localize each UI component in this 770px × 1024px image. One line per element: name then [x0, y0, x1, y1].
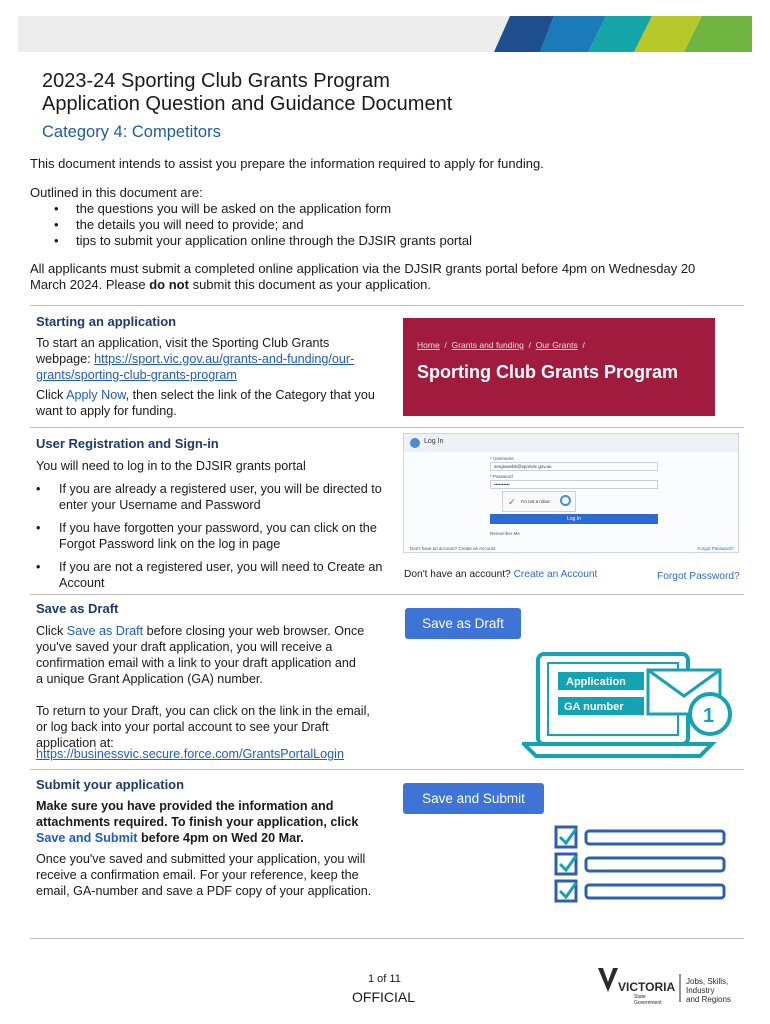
illus-number: 1 [703, 705, 715, 727]
submit-heading: Submit your application [36, 777, 185, 792]
submit-instructions [36, 798, 376, 846]
forgot-password-link: Forgot Password? [657, 571, 740, 582]
username-label: * Username [490, 456, 514, 461]
list-item: • tips to submit your application online through the DJSIR grants portal [52, 233, 472, 249]
banner-title: Sporting Club Grants Program [417, 362, 679, 382]
save-and-submit-button-image: Save and Submit [403, 783, 544, 814]
page-title [42, 70, 452, 116]
logo-victoria: VICTORIA [618, 980, 676, 994]
page-number: 1 of 11 [368, 973, 401, 985]
apply-now-text [36, 387, 386, 419]
draft-heading: Save as Draft [36, 601, 119, 616]
outline-list [52, 201, 472, 249]
login-header [404, 434, 738, 452]
victoria-government-logo [598, 964, 744, 1006]
divider [30, 769, 744, 770]
draft-text [36, 623, 366, 687]
draft-return-text: To return to your Draft, you can click on the link in the email, or log back into your portal account to see your Draft application at: [36, 704, 370, 750]
create-account-prompt: Don't have an account? [404, 569, 514, 580]
illus-application-label: Application [566, 676, 626, 688]
notice-emphasis: do not [149, 277, 189, 292]
save-as-draft-button-image: Save as Draft [405, 608, 521, 639]
password-field: •••••••••• [490, 480, 658, 489]
breadcrumb-sep: / [582, 340, 585, 350]
notice-text-end: submit this document as your application. [188, 277, 432, 292]
registration-intro: You will need to log in to the DJSIR grants portal [36, 459, 306, 473]
sporting-club-grants-link[interactable]: https://sport.vic.gov.au/grants-and-funding/our-grants/sporting-club-grants-program [36, 352, 355, 382]
checklist-illustration [554, 824, 726, 904]
submit-text-1: Make sure you have provided the information and attachments required. To finish your application, click [36, 799, 359, 829]
laptop-email-illustration [522, 648, 736, 760]
list-item: • If you are not a registered user, you will need to Create an Account [36, 559, 386, 591]
list-item: • If you have forgotten your password, you can click on the Forgot Password link on the log in page [36, 520, 386, 552]
password-label: * Password [490, 474, 513, 479]
logo-government: Government [634, 1000, 662, 1006]
purpose-text: This document intends to assist you prepare the information required to apply for funding. [30, 156, 544, 171]
breadcrumb-our-grants: Our Grants [535, 340, 578, 350]
breadcrumb-sep: / [444, 340, 447, 350]
divider [30, 594, 744, 595]
breadcrumb-home: Home [417, 340, 440, 350]
small-forgot-password: Forgot Password? [697, 546, 734, 551]
list-item: • the details you will need to provide; and [52, 217, 472, 233]
illus-ga-label: GA number [564, 701, 624, 713]
draft-text-end: before closing your web browser. Once you've saved your draft application, you will receive a confirmation email with a link to your draft application and a unique Grant Application (GA) number. [36, 624, 365, 686]
breadcrumb-grants: Grants and funding [451, 340, 524, 350]
checkmark-icon: ✓ [508, 497, 516, 507]
grants-portal-link[interactable]: https://businessvic.secure.force.com/GrantsPortalLogin [36, 747, 344, 761]
captcha-box [502, 491, 576, 512]
starting-heading: Starting an application [36, 314, 177, 329]
user-avatar-icon [410, 438, 420, 448]
apply-now-link[interactable]: Apply Now [66, 388, 126, 402]
username-field: sergiowebb@sportvic.gov.au [490, 462, 658, 471]
classification-label: OFFICIAL [352, 989, 416, 1005]
category-subtitle: Category 4: Competitors [42, 123, 221, 141]
apply-now-text-end: , then select the link of the Category that you want to apply for funding. [36, 388, 375, 418]
recaptcha-icon [560, 495, 571, 506]
program-banner-image [403, 318, 715, 416]
registration-list [36, 481, 386, 598]
draft-click-label: Click [36, 624, 67, 638]
submission-notice [30, 261, 730, 293]
submit-text-2: before 4pm on Wed 20 Mar. [137, 831, 304, 845]
create-account-line [404, 569, 597, 580]
title-line-2: Application Question and Guidance Document [42, 93, 453, 115]
logo-state: State [634, 994, 646, 1000]
save-and-submit-link: Save and Submit [36, 831, 138, 845]
brand-stripes [492, 16, 752, 52]
create-account-link: Create an Account [513, 569, 598, 580]
starting-text [36, 335, 386, 383]
breadcrumb [417, 340, 585, 350]
login-title: Log In [424, 438, 444, 445]
save-as-draft-link: Save as Draft [66, 624, 144, 638]
dept-line-3: and Regions [686, 995, 731, 1004]
login-button: Log In [490, 514, 658, 524]
divider [30, 938, 744, 939]
small-create-account: Don't have an account? Create an Account [410, 546, 496, 551]
submit-confirmation-text: Once you've saved and submitted your application, you will receive a confirmation email. For your reference, keep the email, GA-number and save a PDF copy of your application. [36, 852, 372, 898]
starting-text-1: To start an application, visit the Sporting Club Grants webpage: [36, 336, 330, 366]
list-item: • the questions you will be asked on the application form [52, 201, 472, 217]
click-label: Click [36, 388, 67, 402]
dept-line-2: Industry [686, 986, 715, 995]
notice-text: All applicants must submit a completed online application via the DJSIR grants portal before 4pm on Wednesday 20 March 2024. Please [30, 261, 696, 292]
list-item: • If you are already a registered user, you will be directed to enter your Username and Password [36, 481, 386, 513]
divider [30, 305, 744, 306]
outlined-label: Outlined in this document are: [30, 185, 203, 200]
breadcrumb-sep: / [528, 340, 531, 350]
title-line-1: 2023-24 Sporting Club Grants Program [42, 70, 390, 92]
registration-heading: User Registration and Sign-in [36, 436, 219, 451]
login-screenshot [403, 433, 739, 553]
dept-line-1: Jobs, Skills, [686, 977, 729, 986]
divider [30, 427, 744, 428]
captcha-label: I'm not a robot [521, 499, 550, 504]
draft-portal-link-wrap [36, 746, 396, 762]
remember-me: Remember Me [490, 531, 520, 536]
